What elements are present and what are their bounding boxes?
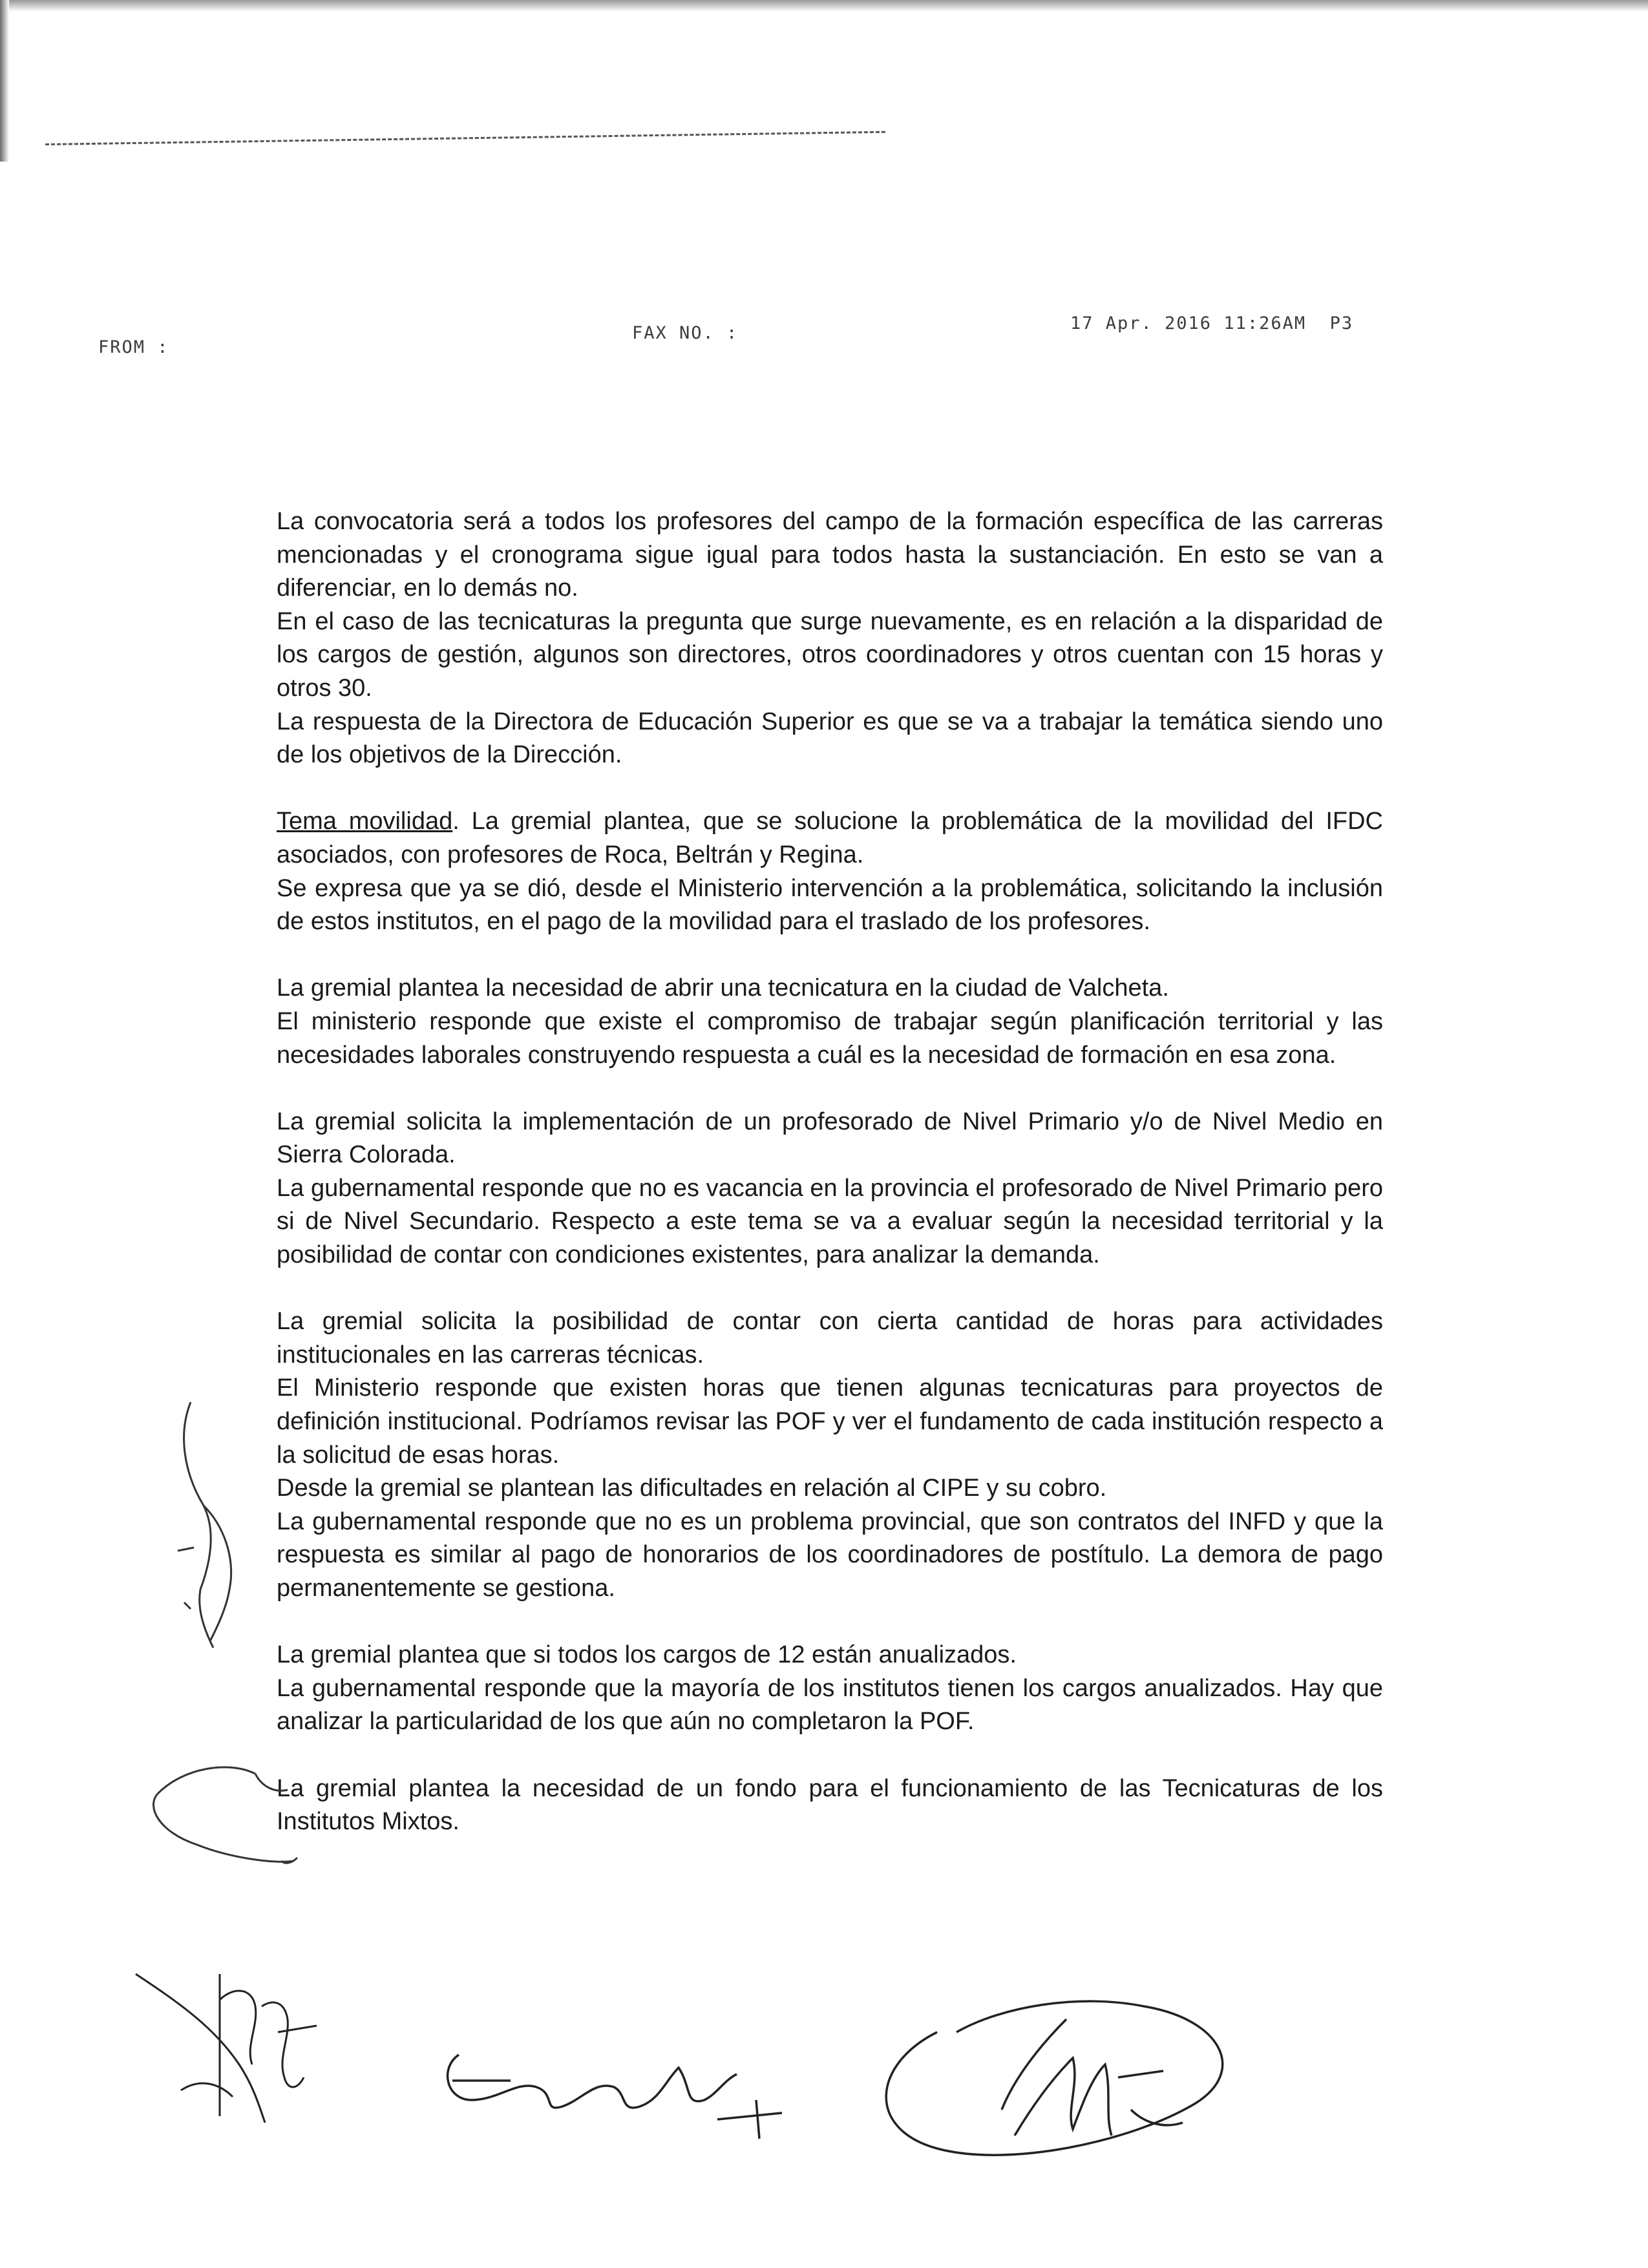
paragraph: La gubernamental responde que la mayoría de los institutos tienen los cargos anualizados. Hay que analizar la particularidad de los que aún no completaron la POF. [277,1674,1383,1736]
paragraph: El ministerio responde que existe el compromiso de trabajar según planificación territorial y las necesidades laborales construyendo respuesta a cuál es la necesidad de formación en esa zona. [277,1007,1383,1069]
paragraph: La gremial plantea que si todos los cargos de 12 están anualizados. [277,1641,1017,1669]
fax-date-page: 17 Apr. 2016 11:26AM P3 [1070,313,1354,333]
paragraph: La gremial solicita la implementación de un profesorado de Nivel Primario y/o de Nivel Medio en Sierra Colorada. [277,1108,1383,1169]
paragraph: La gubernamental responde que no es vacancia en la provincia el profesorado de Nivel Primario pero si de Nivel Secundario. Respecto a este tema se va a evaluar según la necesidad territorial y la posibilidad de contar con condiciones existentes, para analizar la demanda. [277,1174,1383,1269]
paragraph: Desde la gremial se plantean las dificultades en relación al CIPE y su cobro. [277,1475,1107,1502]
paragraph: La respuesta de la Directora de Educación Superior es que se va a trabajar la temática siendo uno de los objetivos de la Dirección. [277,708,1383,769]
paragraph: La gubernamental responde que no es un problema provincial, que son contratos del INFD y que la respuesta es similar al pago de honorarios de los coordinadores de postítulo. La demora de pago permanentemente se gestiona. [277,1507,1383,1602]
margin-initials-mark-2 [145,1754,326,1871]
paragraph: La gremial solicita la posibilidad de contar con cierta cantidad de horas para actividades institucionales en las carreras técnicas. [277,1308,1383,1369]
paragraph: La convocatoria será a todos los profesores del campo de la formación específica de las carreras mencionadas y el cronograma sigue igual para todos hasta la sustanciación. En esto se van a diferenciar, en lo demás no. [277,508,1383,602]
document-body [277,505,1383,1839]
signature-3 [860,1980,1247,2174]
signature-1 [123,1961,343,2129]
paragraph: La gremial plantea la necesidad de abrir una tecnicatura en la ciudad de Valcheta. [277,974,1169,1002]
scan-shadow-left [0,0,9,162]
paragraph: En el caso de las tecnicaturas la pregunta que surge nuevamente, es en relación a la disparidad de los cargos de gestión, algunos son directores, otros coordinadores y otros cuentan con 15 horas y otros 30. [277,607,1383,702]
fax-number-label: FAX NO. : [632,323,739,343]
section-heading: Tema movilidad [277,808,453,835]
paragraph: El Ministerio responde que existen horas que tienen algunas tecnicaturas para proyectos de definición institucional. Podríamos revisar las POF y ver el fundamento de cada institución respecto a la solicitud de esas horas. [277,1374,1383,1469]
paragraph: La gremial plantea la necesidad de un fondo para el funcionamiento de las Tecnicaturas de los Institutos Mixtos. [277,1774,1383,1836]
fax-from-label: FROM : [98,337,169,357]
paragraph-text: . La gremial plantea, que se solucione la problemática de la movilidad del IFDC asociados, con profesores de Roca, Beltrán y Regina. [277,808,1384,868]
signature-2 [433,2029,795,2145]
fax-tear-line [45,131,885,145]
paragraph: Se expresa que ya se dió, desde el Ministerio intervención a la problemática, solicitando la inclusión de estos institutos, en el pago de la movilidad para el traslado de los profesores. [277,874,1383,936]
margin-initials-mark-1 [165,1396,255,1654]
paragraph-tema-movilidad [277,805,1383,872]
scan-shadow-top [0,0,1648,12]
